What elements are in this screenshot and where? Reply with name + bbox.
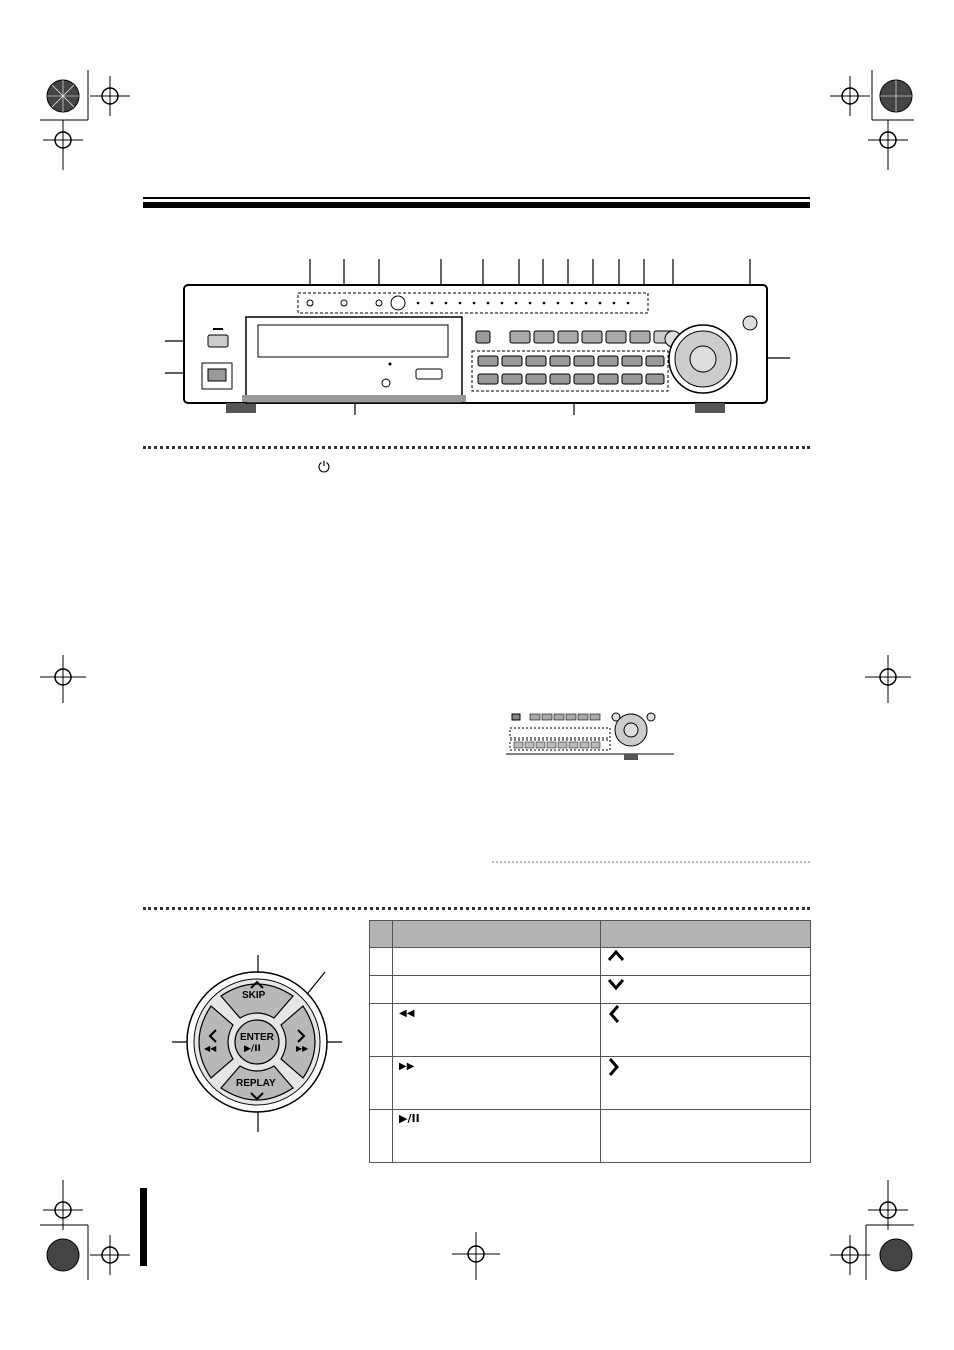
down-icon bbox=[607, 976, 625, 996]
section-divider-2 bbox=[143, 907, 810, 910]
right-icon bbox=[607, 1057, 621, 1081]
table-header-row bbox=[370, 921, 811, 948]
section-divider-1 bbox=[143, 446, 810, 449]
header-rule-thick bbox=[143, 202, 810, 208]
row-playback-cell bbox=[393, 1004, 601, 1057]
row-playback-cell bbox=[393, 1110, 601, 1163]
row-index-cell bbox=[370, 1110, 393, 1163]
page-edge-tab bbox=[140, 1188, 147, 1266]
registration-mark-bottom-center bbox=[452, 1232, 502, 1282]
header-rule-thin bbox=[143, 197, 810, 199]
power-symbol: ⏻ bbox=[318, 458, 330, 476]
row-menu-cell bbox=[601, 1057, 811, 1110]
row-playback-cell bbox=[393, 1057, 601, 1110]
left-icon bbox=[607, 1004, 621, 1028]
table-row bbox=[370, 1004, 811, 1057]
row-menu-cell bbox=[601, 1004, 811, 1057]
up-icon bbox=[607, 948, 625, 968]
control-pad bbox=[160, 950, 350, 1140]
skip-label[interactable]: SKIP bbox=[242, 990, 266, 1001]
row-menu-cell bbox=[601, 948, 811, 976]
header-cell-menu bbox=[601, 921, 811, 948]
enter-label[interactable]: ENTER bbox=[240, 1032, 274, 1043]
registration-mark-bottom-left bbox=[0, 1170, 160, 1290]
table-row bbox=[370, 948, 811, 976]
registration-mark-top-right bbox=[800, 60, 954, 180]
table-row bbox=[370, 976, 811, 1004]
registration-mark-top-left bbox=[0, 60, 160, 180]
header-cell-index bbox=[370, 921, 393, 948]
row-index-cell bbox=[370, 1057, 393, 1110]
header-cell-playback bbox=[393, 921, 601, 948]
row-menu-cell bbox=[601, 976, 811, 1004]
panel-thumbnail bbox=[506, 708, 676, 762]
registration-mark-bottom-right bbox=[800, 1170, 954, 1290]
note-divider bbox=[492, 861, 810, 863]
fast-forward-label: ▶▶ bbox=[296, 1044, 309, 1053]
row-menu-cell bbox=[601, 1110, 811, 1163]
enter-play-pause-label: ▶/II bbox=[244, 1044, 261, 1054]
play-pause-icon: ▶/II bbox=[399, 1112, 420, 1125]
rewind-icon: ◀◀ bbox=[399, 1008, 415, 1019]
registration-mark-mid-right bbox=[865, 655, 915, 705]
replay-label[interactable]: REPLAY bbox=[236, 1078, 276, 1089]
row-playback-cell bbox=[393, 976, 601, 1004]
table-row bbox=[370, 1057, 811, 1110]
fast-forward-icon: ▶▶ bbox=[399, 1061, 415, 1072]
row-index-cell bbox=[370, 1004, 393, 1057]
row-playback-cell bbox=[393, 948, 601, 976]
row-index-cell bbox=[370, 976, 393, 1004]
front-panel-illustration bbox=[160, 255, 800, 415]
registration-mark-mid-left bbox=[40, 655, 90, 705]
row-index-cell bbox=[370, 948, 393, 976]
operations-table bbox=[369, 920, 811, 1163]
table-row bbox=[370, 1110, 811, 1163]
rewind-label: ◀◀ bbox=[204, 1044, 217, 1053]
